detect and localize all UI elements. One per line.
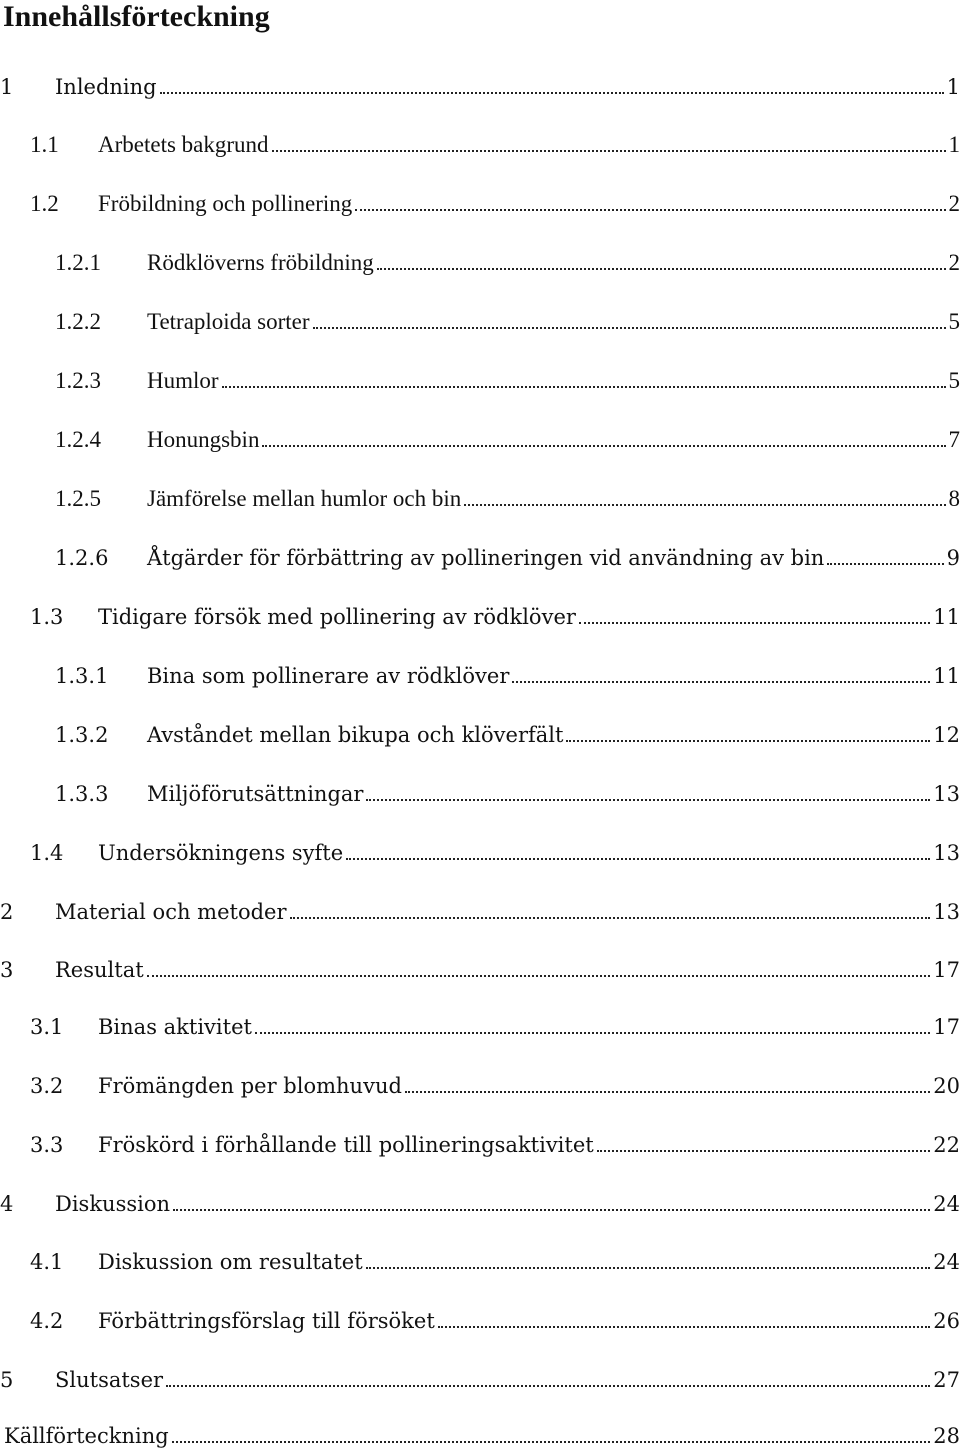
toc-entry[interactable]: [30, 183, 960, 217]
dot-leader: [255, 1032, 930, 1034]
dot-leader: [512, 681, 930, 683]
toc-entry-page: 9: [946, 546, 960, 570]
toc-entry-number: 1.2.3: [55, 368, 101, 393]
toc-entry-title: Källförteckning: [4, 1424, 169, 1448]
toc-entry-title: Resultat: [55, 958, 144, 982]
toc-entry-number: 1.1: [30, 132, 59, 157]
toc-entry-page: 17: [933, 958, 960, 982]
toc-entry-number: 3.1: [30, 1015, 64, 1039]
toc-entry-number: 2: [0, 900, 14, 924]
toc-entry-page: 26: [933, 1309, 960, 1333]
toc-entry-title: Binas aktivitet: [98, 1015, 252, 1039]
dot-leader: [566, 740, 930, 742]
toc-entry-number: 1.2.2: [55, 309, 101, 334]
toc-entry-page: 13: [933, 900, 960, 924]
toc-entry-page: 5: [948, 368, 960, 393]
toc-entry-title: Jämförelse mellan humlor och bin: [147, 486, 462, 511]
dot-leader: [173, 1209, 930, 1211]
toc-entry-title: Tetraploida sorter: [147, 309, 310, 334]
dot-leader: [166, 1385, 930, 1387]
toc-entry-page: 7: [948, 427, 960, 452]
dot-leader: [262, 445, 945, 447]
toc-entry[interactable]: [55, 537, 960, 571]
page-title: Innehållsförteckning: [3, 0, 270, 33]
toc-entry[interactable]: [55, 714, 960, 748]
toc-entry-title: Åtgärder för förbättring av pollineringen vid användning av bin: [147, 546, 825, 570]
toc-entry-number: 1: [0, 75, 14, 99]
dot-leader: [346, 858, 930, 860]
toc-entry-number: 1.2.5: [55, 486, 101, 511]
toc-entry[interactable]: [55, 360, 960, 394]
toc-entry-number: 3: [0, 958, 14, 982]
toc-entry[interactable]: [30, 1124, 960, 1158]
toc-entry-page: 2: [948, 191, 960, 216]
toc-entry[interactable]: [30, 596, 960, 630]
toc-entry[interactable]: [30, 124, 960, 158]
toc-entry-page: 24: [933, 1250, 960, 1274]
toc-entry[interactable]: [30, 1300, 960, 1334]
toc-entry[interactable]: [0, 891, 960, 925]
toc-entry[interactable]: [0, 1359, 960, 1393]
dot-leader: [405, 1091, 930, 1093]
dot-leader: [290, 917, 931, 919]
toc-entry[interactable]: [30, 832, 960, 866]
dot-leader: [827, 563, 943, 565]
dot-leader: [160, 92, 944, 94]
toc-entry-page: 13: [933, 841, 960, 865]
toc-entry[interactable]: [0, 66, 960, 100]
toc-entry-title: Miljöförutsättningar: [147, 782, 364, 806]
toc-entry[interactable]: [55, 419, 960, 453]
toc-entry[interactable]: [30, 1006, 960, 1040]
toc-entry-page: 12: [933, 723, 960, 747]
toc-entry-page: 17: [933, 1015, 960, 1039]
toc-entry[interactable]: [55, 242, 960, 276]
dot-leader: [147, 975, 931, 977]
dot-leader: [366, 1267, 931, 1269]
dot-leader: [222, 386, 946, 388]
dot-leader: [464, 504, 945, 506]
dot-leader: [172, 1441, 931, 1443]
toc-entry-page: 13: [933, 782, 960, 806]
toc-entry-title: Humlor: [147, 368, 219, 393]
dot-leader: [313, 327, 946, 329]
toc-entry-number: 3.3: [30, 1133, 64, 1157]
toc-entry-page: 11: [933, 605, 960, 629]
toc-entry-number: 1.4: [30, 841, 64, 865]
toc-entry[interactable]: [55, 301, 960, 335]
toc-entry-page: 20: [933, 1074, 960, 1098]
toc-entry-title: Rödklöverns fröbildning: [147, 250, 374, 275]
toc-entry-number: 1.2: [30, 191, 59, 216]
dot-leader: [272, 150, 946, 152]
toc-entry[interactable]: [30, 1065, 960, 1099]
toc-entry[interactable]: [55, 478, 960, 512]
toc-entry-page: 8: [948, 486, 960, 511]
toc-entry-page: 11: [933, 664, 960, 688]
toc-entry-title: Förbättringsförslag till försöket: [98, 1309, 435, 1333]
toc-entry-page: 27: [933, 1368, 960, 1392]
toc-entry[interactable]: [55, 655, 960, 689]
toc-entry-title: Avståndet mellan bikupa och klöverfält: [147, 723, 564, 747]
toc-entry-number: 1.3.1: [55, 664, 109, 688]
toc-entry-number: 4.2: [30, 1309, 64, 1333]
toc-entry-title: Tidigare försök med pollinering av rödklöver: [98, 605, 576, 629]
toc-entry-page: 24: [933, 1192, 960, 1216]
toc-entry-number: 3.2: [30, 1074, 64, 1098]
toc-entry-page: 1: [946, 75, 960, 99]
toc-entry[interactable]: [0, 1415, 960, 1449]
toc-entry-number: 1.2.1: [55, 250, 101, 275]
toc-entry-number: 5: [0, 1368, 14, 1392]
toc-entry-title: Slutsatser: [55, 1368, 164, 1392]
dot-leader: [438, 1326, 931, 1328]
toc-entry[interactable]: [0, 949, 960, 983]
toc-entry-title: Material och metoder: [55, 900, 287, 924]
dot-leader: [355, 209, 945, 211]
toc-entry-number: 1.2.4: [55, 427, 101, 452]
dot-leader: [579, 622, 930, 624]
toc-entry-title: Bina som pollinerare av rödklöver: [147, 664, 510, 688]
dot-leader: [377, 268, 946, 270]
toc-entry-title: Inledning: [55, 75, 157, 99]
toc-entry-page: 1: [948, 132, 960, 157]
toc-entry-title: Fröbildning och pollinering: [98, 191, 353, 216]
dot-leader: [597, 1150, 931, 1152]
toc-entry-page: 5: [948, 309, 960, 334]
toc-entry-title: Honungsbin: [147, 427, 260, 452]
toc-entry-page: 2: [948, 250, 960, 275]
toc-entry-number: 1.3: [30, 605, 64, 629]
toc-entry-number: 1.3.3: [55, 782, 109, 806]
toc-entry-title: Diskussion om resultatet: [98, 1250, 363, 1274]
toc-entry-title: Arbetets bakgrund: [98, 132, 269, 157]
dot-leader: [366, 799, 930, 801]
toc-entry-page: 28: [933, 1424, 960, 1448]
toc-entry-page: 22: [933, 1133, 960, 1157]
toc-entry-number: 4.1: [30, 1250, 64, 1274]
toc-entry-number: 1.3.2: [55, 723, 109, 747]
toc-entry-title: Frömängden per blomhuvud: [98, 1074, 402, 1098]
toc-entry[interactable]: [30, 1241, 960, 1275]
toc-entry[interactable]: [0, 1183, 960, 1217]
toc-entry-title: Diskussion: [55, 1192, 171, 1216]
toc-entry-title: Undersökningens syfte: [98, 841, 344, 865]
toc-entry[interactable]: [55, 773, 960, 807]
toc-entry-number: 4: [0, 1192, 14, 1216]
toc-entry-number: 1.2.6: [55, 546, 109, 570]
toc-entry-title: Fröskörd i förhållande till pollineringsaktivitet: [98, 1133, 594, 1157]
